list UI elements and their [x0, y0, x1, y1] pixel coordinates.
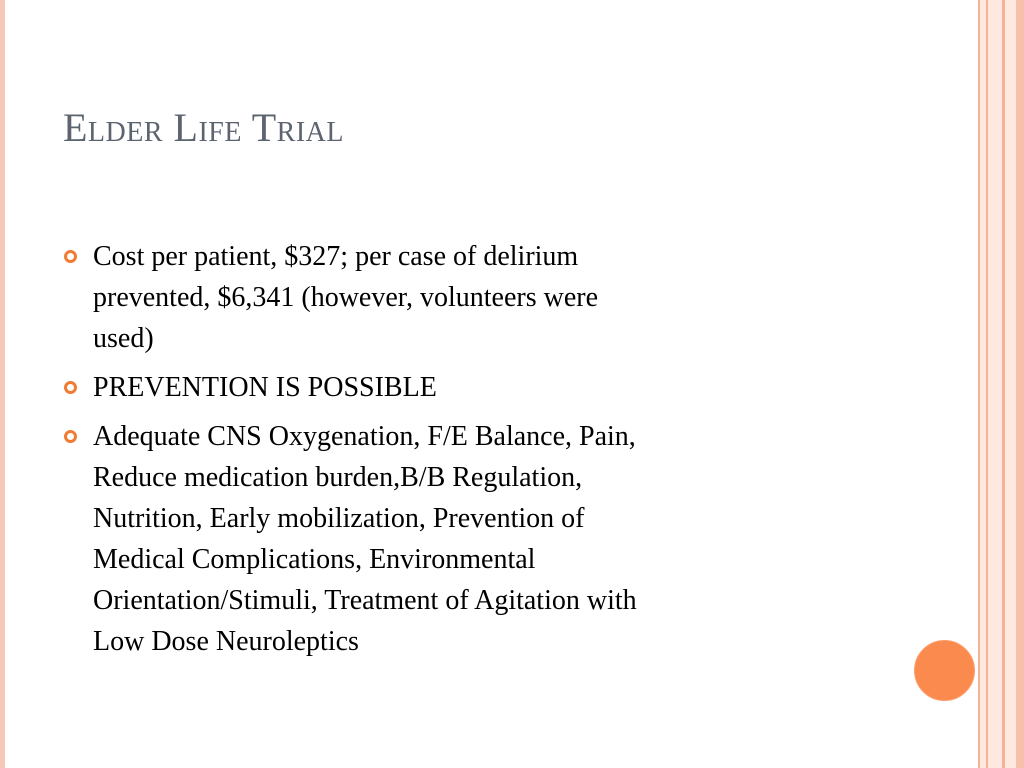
right-frame-stripe: [986, 0, 988, 768]
orange-circle-decoration: [914, 640, 975, 701]
bullet-item: [63, 236, 883, 359]
hollow-circle-bullet-icon: [64, 381, 77, 394]
bullet-text: Adequate CNS Oxygenation, F/E Balance, Pain, Reduce medication burden,B/B Regulation, Nutrition, Early mobilization, Prevention of Medical Complications, Environmental Orientation/Stimuli, Treatment of Agitation with Low Dose Neuroleptics: [93, 421, 637, 657]
bullet-list: [63, 236, 883, 670]
bullet-item: [63, 416, 883, 662]
right-frame-stripe: [978, 0, 980, 768]
right-frame-stripe: [1002, 0, 1005, 768]
left-frame-border: [0, 0, 5, 768]
bullet-text: PREVENTION IS POSSIBLE: [93, 372, 437, 403]
bullet-text: Cost per patient, $327; per case of delirium prevented, $6,341 (however, volunteers were used): [93, 241, 599, 354]
bullet-item: [63, 367, 883, 408]
hollow-circle-bullet-icon: [64, 430, 77, 443]
hollow-circle-bullet-icon: [64, 250, 77, 263]
right-frame-stripe: [1016, 0, 1024, 768]
slide-title: Elder Life Trial: [63, 105, 345, 150]
